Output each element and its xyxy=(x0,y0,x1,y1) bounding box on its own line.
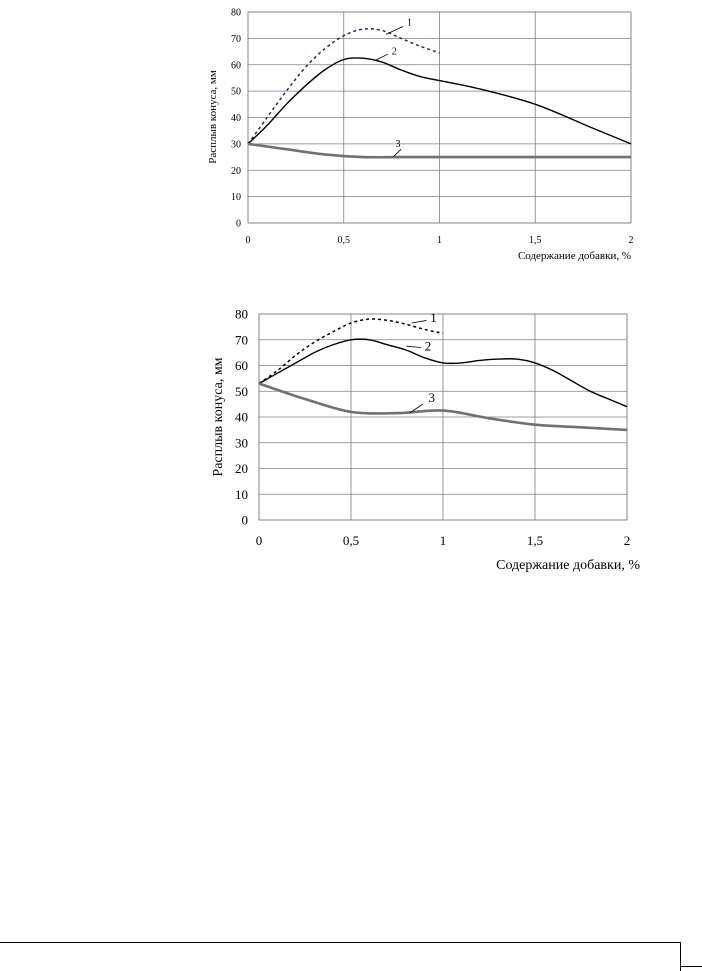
y-axis-title: Расплыв конуса, мм xyxy=(211,357,226,477)
x-tick-label: 1,5 xyxy=(529,235,542,246)
y-tick-label: 80 xyxy=(235,306,248,322)
y-tick-label: 10 xyxy=(235,486,248,502)
y-tick-label: 40 xyxy=(231,113,241,124)
y-axis-title: Расплыв конуса, мм xyxy=(207,70,219,164)
curve-label-1: 1 xyxy=(407,17,413,29)
footer-rule xyxy=(0,942,680,943)
x-axis-title: Содержание добавки, % xyxy=(517,250,631,262)
y-tick-label: 0 xyxy=(241,512,248,528)
x-tick-label: 0,5 xyxy=(342,533,360,548)
y-tick-label: 70 xyxy=(231,33,241,45)
x-tick-label: 2 xyxy=(623,533,631,548)
curve-label-2: 2 xyxy=(391,46,397,58)
y-tick-label: 60 xyxy=(235,358,248,374)
x-tick-label: 2 xyxy=(628,235,634,246)
y-tick-label: 50 xyxy=(231,86,241,98)
x-tick-label: 0 xyxy=(245,235,251,246)
y-tick-label: 10 xyxy=(231,192,241,204)
curve-label-3: 3 xyxy=(395,138,401,150)
curve-label-3: 3 xyxy=(428,389,435,405)
y-tick-label: 30 xyxy=(231,139,241,151)
chart-2 xyxy=(211,307,640,573)
y-tick-label: 50 xyxy=(235,383,248,399)
curve-label-2: 2 xyxy=(424,338,432,354)
curve-label-1: 1 xyxy=(430,310,437,326)
y-tick-label: 20 xyxy=(231,165,241,177)
y-tick-label: 30 xyxy=(235,435,248,451)
y-tick-label: 80 xyxy=(231,7,241,19)
x-tick-label: 0,5 xyxy=(337,235,350,246)
annotation-leader xyxy=(386,27,403,35)
x-tick-label: 1 xyxy=(437,235,442,246)
x-tick-label: 0 xyxy=(255,533,263,548)
annotation-leader xyxy=(406,346,421,347)
y-tick-label: 60 xyxy=(231,60,241,72)
annotation-leader xyxy=(374,54,387,61)
x-tick-label: 1,5 xyxy=(526,533,544,548)
x-tick-label: 1 xyxy=(439,533,447,548)
y-tick-label: 20 xyxy=(235,461,248,477)
y-tick-label: 40 xyxy=(235,409,248,425)
annotation-leader xyxy=(394,149,402,156)
annotation-leader xyxy=(412,320,427,323)
y-tick-label: 70 xyxy=(235,332,248,348)
x-axis-title: Содержание добавки, % xyxy=(496,558,640,573)
chart-1 xyxy=(207,8,634,263)
y-tick-label: 0 xyxy=(236,218,241,230)
footer-corner-rule xyxy=(680,966,702,967)
